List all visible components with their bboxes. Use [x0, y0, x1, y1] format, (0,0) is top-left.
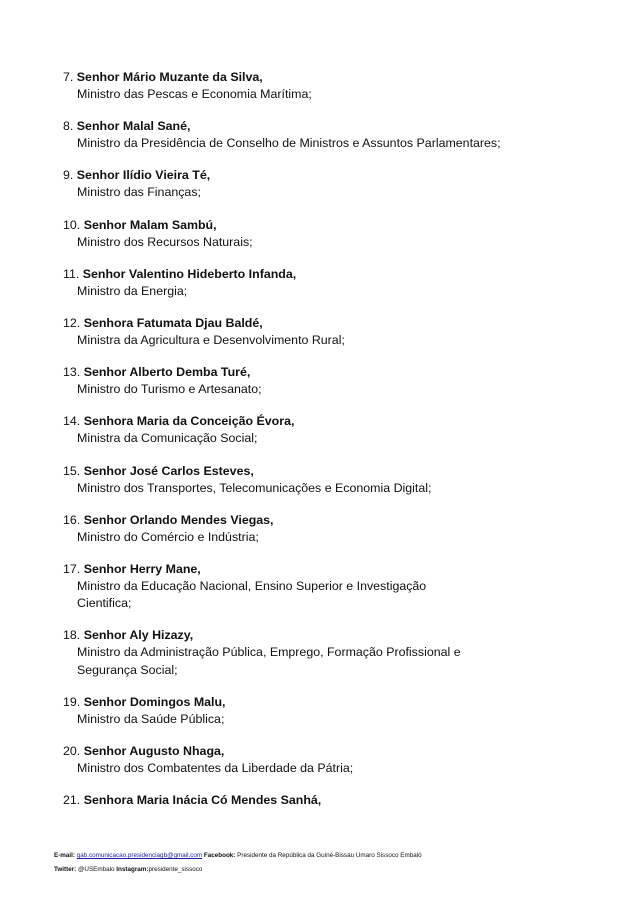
list-item — [63, 69, 623, 118]
item-role: Ministro das Finanças; — [77, 185, 201, 200]
list-item — [63, 315, 623, 364]
item-name: Senhora Maria Inácia Có Mendes Sanhá, — [83, 793, 322, 808]
item-role: Ministro das Pescas e Economia Marítima; — [77, 87, 312, 101]
item-role: Ministra da Comunicação Social; — [77, 431, 258, 446]
list-item — [63, 217, 623, 266]
item-role: Ministro da Educação Nacional, Ensino Superior e Investigação Cientifica; — [77, 578, 427, 611]
list-item — [63, 627, 623, 694]
item-number: 18. — [63, 628, 81, 643]
list-item — [63, 167, 623, 216]
item-role: Ministro dos Transportes, Telecomunicações e Economia Digital; — [77, 480, 432, 495]
item-role: Ministra da Agricultura e Desenvolvimento Rural; — [77, 332, 345, 347]
list-item — [63, 792, 623, 841]
instagram-label: Instagram: — [116, 866, 149, 873]
item-role: Ministro da Administração Pública, Emprego, Formação Profissional e Segurança Social; — [77, 645, 461, 677]
item-number: 7. — [63, 70, 74, 84]
list-item — [63, 266, 623, 315]
item-name: Senhora Fatumata Djau Baldé, — [83, 315, 263, 330]
list-item — [63, 694, 623, 743]
facebook-label: Facebook: — [203, 852, 236, 859]
item-name: Senhor Malal Sané, — [76, 119, 191, 134]
minister-list — [63, 69, 623, 842]
item-number: 15. — [63, 463, 81, 478]
list-item — [63, 512, 623, 561]
item-role: Ministro do Turismo e Artesanato; — [77, 382, 262, 397]
list-item — [63, 463, 623, 512]
footer-social-row — [54, 866, 624, 880]
item-number: 17. — [63, 561, 81, 576]
email-label: E-mail: — [54, 852, 75, 859]
item-name: Senhora Maria da Conceição Évora, — [83, 414, 295, 429]
item-number: 13. — [63, 365, 81, 380]
item-name: Senhor Augusto Nhaga, — [83, 744, 225, 759]
item-name: Senhor Ilídio Vieira Té, — [76, 168, 211, 183]
list-item — [63, 743, 623, 792]
item-number: 12. — [63, 315, 81, 330]
item-number: 20. — [63, 744, 81, 759]
item-name: Senhor Mário Muzante da Silva, — [76, 70, 263, 84]
item-name: Senhor José Carlos Esteves, — [83, 463, 254, 478]
item-number: 19. — [63, 695, 81, 710]
item-name: Senhor Valentino Hideberto Infanda, — [82, 266, 297, 281]
item-number: 8. — [63, 119, 74, 134]
item-number: 11. — [63, 266, 80, 281]
twitter-label: Twitter: — [54, 866, 77, 873]
item-name: Senhor Domingos Malu, — [83, 695, 226, 710]
list-item — [63, 413, 623, 462]
list-item — [63, 118, 623, 167]
page-footer — [54, 852, 624, 880]
item-role: Ministro dos Combatentes da Liberdade da Pátria; — [77, 761, 354, 776]
list-item — [63, 364, 623, 413]
item-name: Senhor Herry Mane, — [83, 561, 201, 576]
instagram-value: presidente_sissoco — [148, 866, 203, 873]
item-role: Ministro da Presidência de Conselho de Ministros e Assuntos Parlamentares; — [77, 136, 501, 151]
list-item — [63, 561, 623, 628]
footer-contact-row — [54, 852, 624, 866]
item-number: 16. — [63, 512, 81, 527]
item-role: Ministro dos Recursos Naturais; — [77, 234, 253, 249]
item-number: 10. — [63, 217, 81, 232]
facebook-value: Presidente da República da Guiné-Bissau Umaro Sissoco Embaló — [237, 852, 422, 859]
item-name: Senhor Orlando Mendes Viegas, — [83, 512, 274, 527]
item-role: Ministro da Energia; — [77, 283, 188, 298]
item-number: 9. — [63, 168, 74, 183]
item-role: Ministro do Comércio e Indústria; — [77, 529, 259, 544]
item-number: 14. — [63, 414, 81, 429]
twitter-value: @USEmbalo — [78, 866, 115, 873]
item-number: 21. — [63, 793, 81, 808]
item-name: Senhor Alberto Demba Turé, — [83, 365, 251, 380]
item-role: Ministro da Saúde Pública; — [77, 712, 225, 727]
email-link[interactable]: gab.comunicacao.presidenciagb@gmail.com — [76, 852, 203, 859]
item-name: Senhor Aly Hizazy, — [83, 628, 194, 643]
item-name: Senhor Malam Sambú, — [83, 217, 217, 232]
